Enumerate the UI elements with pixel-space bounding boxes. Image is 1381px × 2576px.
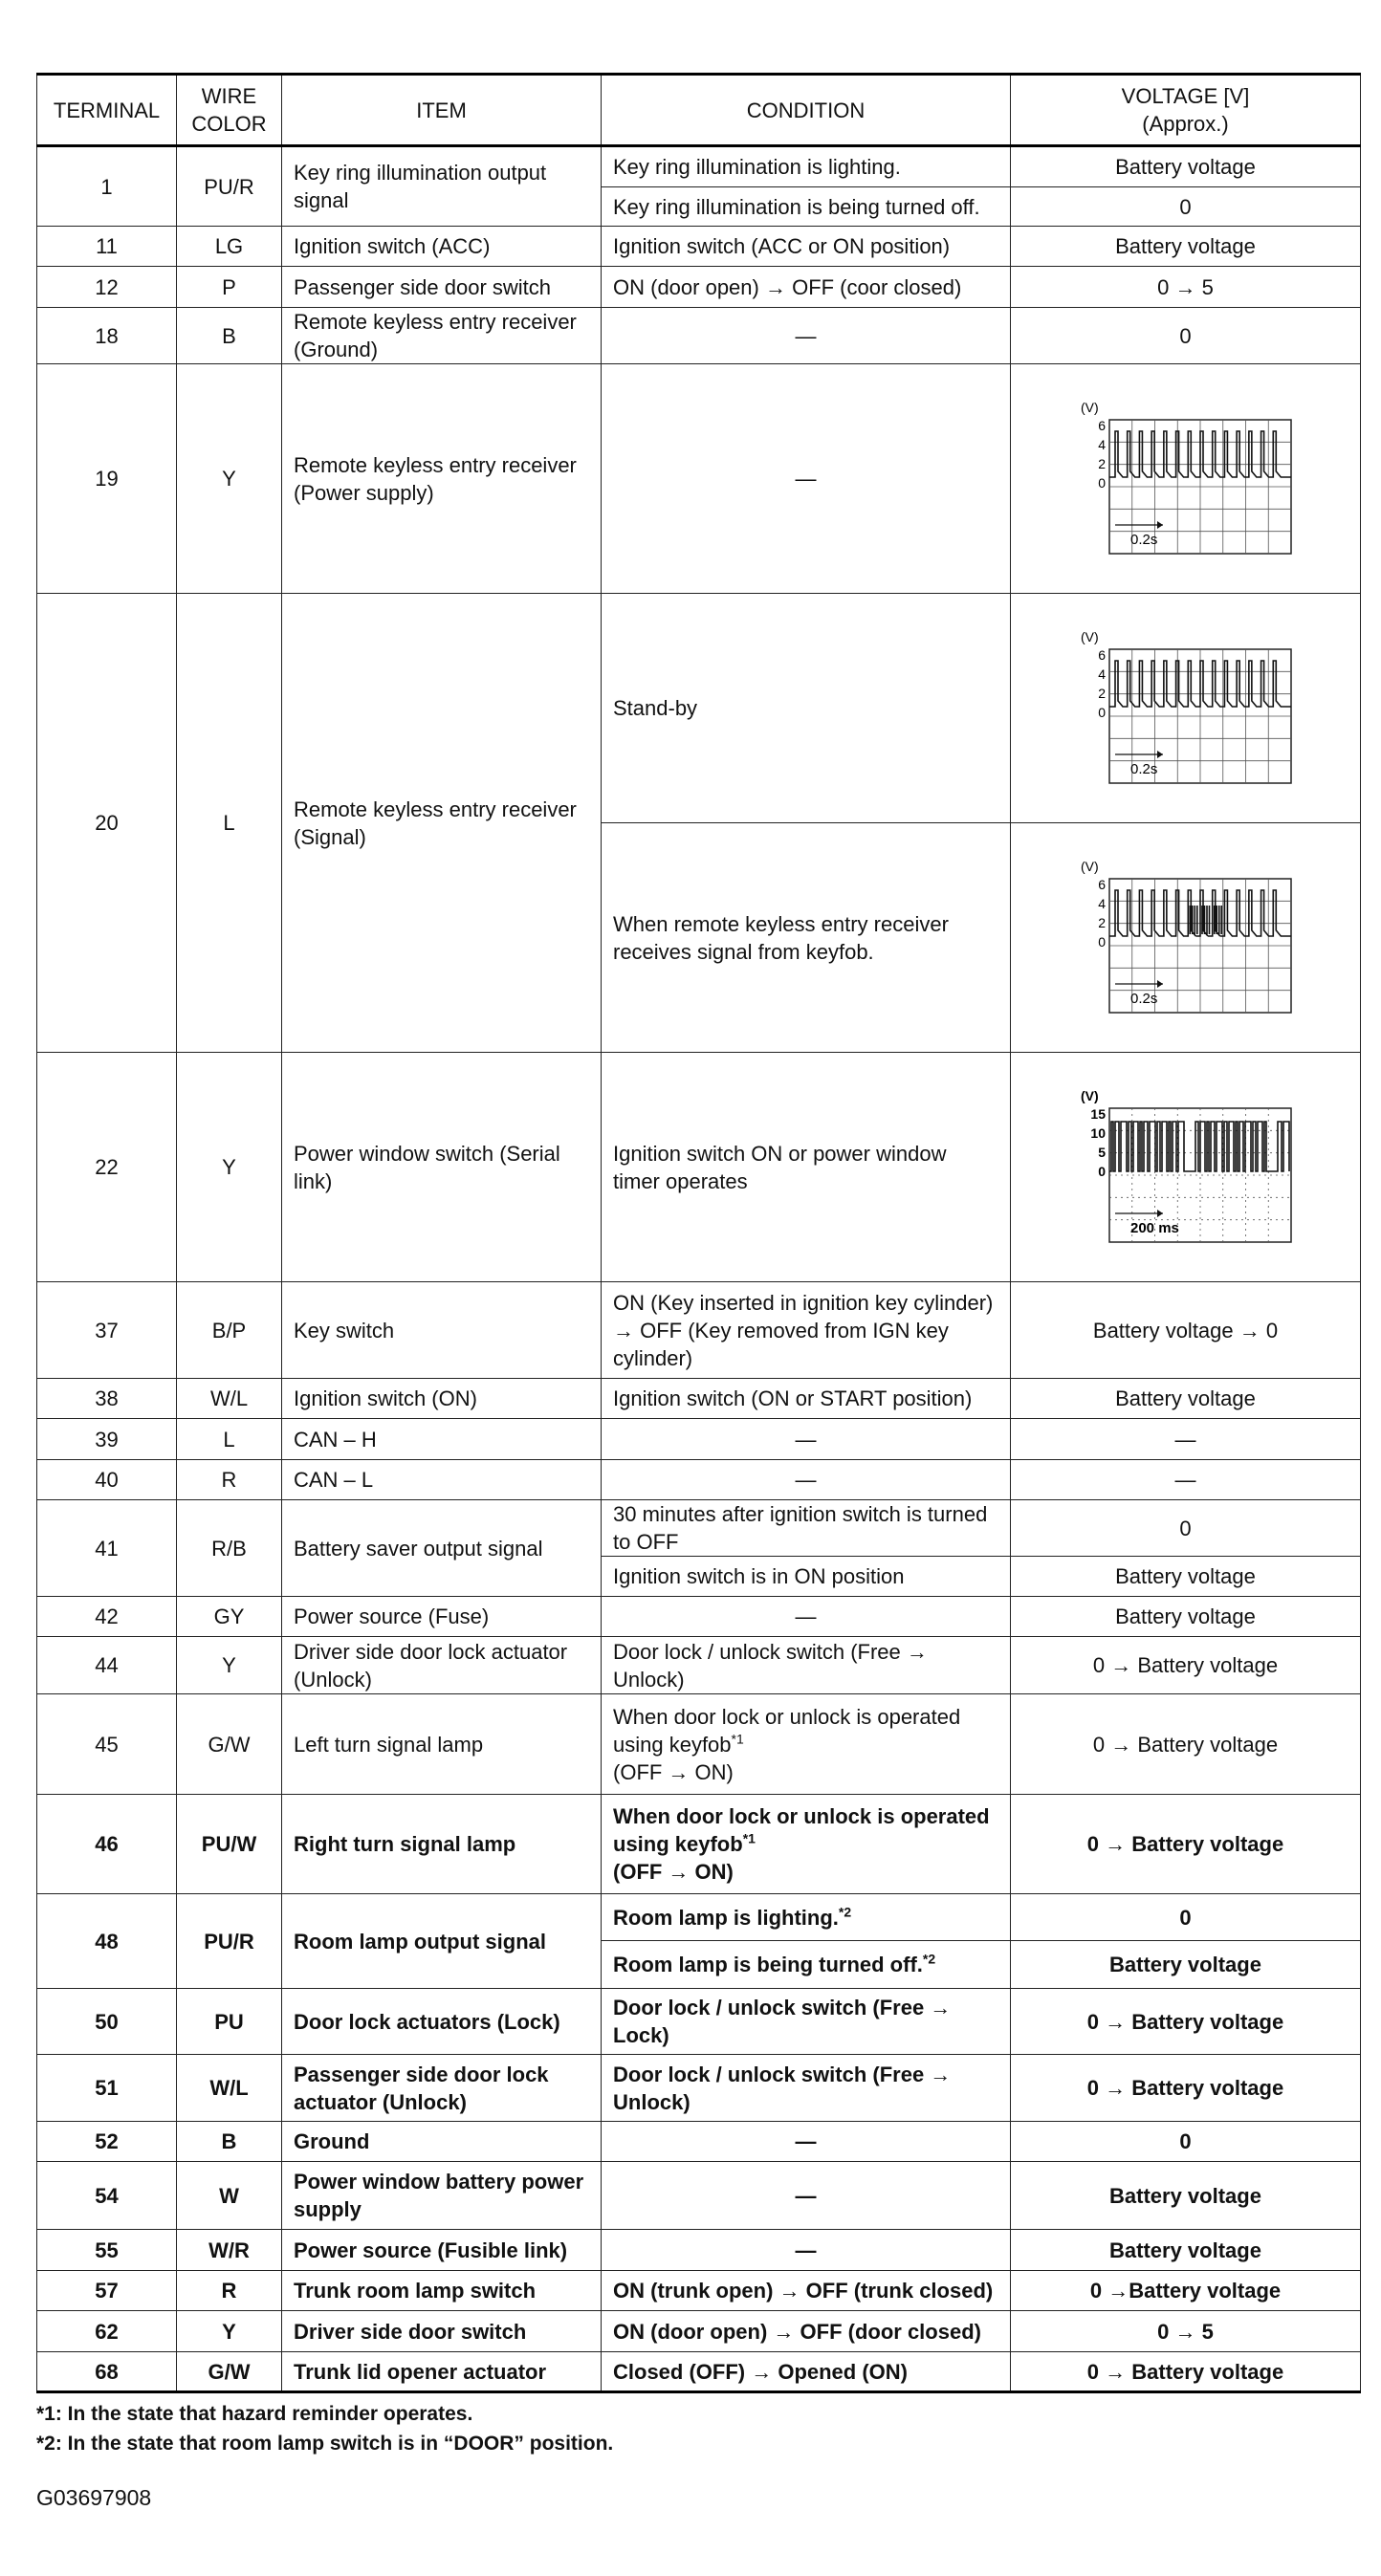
footnote-marker: *2 [922, 1951, 936, 1967]
condition-cell [602, 1379, 1011, 1419]
waveform-trace [1109, 431, 1291, 477]
waveform-y-tick: 5 [1097, 1144, 1106, 1160]
condition-cell [602, 187, 1011, 227]
condition-cell [602, 1557, 1011, 1597]
condition-text: — [795, 1468, 817, 1492]
table-row [37, 1500, 1361, 1557]
condition-cell [602, 1637, 1011, 1694]
wire-color-cell: Y [177, 1637, 282, 1694]
wire-color-cell: Y [177, 364, 282, 594]
waveform-y-tick: 4 [1097, 436, 1106, 452]
terminal-cell: 19 [37, 364, 177, 594]
table-row [37, 227, 1361, 267]
waveform-y-tick: 4 [1097, 895, 1106, 911]
table-row [37, 146, 1361, 187]
time-scale-arrowhead [1157, 980, 1163, 988]
item-cell: Trunk lid opener actuator [282, 2352, 602, 2392]
condition-text: — [795, 2238, 817, 2262]
terminal-cell: 52 [37, 2122, 177, 2162]
item-cell: Remote keyless entry receiver (Ground) [282, 308, 602, 364]
condition-text: When remote keyless entry receiver receives signal from keyfob. [613, 911, 949, 964]
terminal-cell: 46 [37, 1795, 177, 1894]
waveform-y-tick: 2 [1097, 914, 1106, 930]
item-cell: Power window battery power supply [282, 2162, 602, 2230]
condition-text: Door lock / unlock switch (Free → Unlock) [613, 1639, 928, 1692]
table-row [37, 2230, 1361, 2271]
header-voltage [1011, 75, 1361, 146]
item-cell: Door lock actuators (Lock) [282, 1989, 602, 2055]
condition-cell [602, 1989, 1011, 2055]
waveform-unit: (V) [1080, 858, 1099, 874]
wire-color-cell: R/B [177, 1500, 282, 1597]
condition-text: — [795, 323, 817, 348]
item-cell: Power source (Fusible link) [282, 2230, 602, 2271]
table-row [37, 267, 1361, 308]
condition-cell [602, 1282, 1011, 1379]
condition-cell [602, 2271, 1011, 2311]
terminal-cell: 22 [37, 1053, 177, 1282]
waveform-y-tick: 0 [1097, 474, 1106, 491]
condition-cell [602, 1894, 1011, 1941]
terminal-cell: 20 [37, 594, 177, 1053]
waveform-y-tick: 2 [1097, 455, 1106, 471]
condition-text: Ignition switch ON or power window timer operates [613, 1141, 947, 1193]
item-cell: Trunk room lamp switch [282, 2271, 602, 2311]
footnotes [36, 2399, 1360, 2458]
condition-cell [602, 2122, 1011, 2162]
footnote-marker: *2 [838, 1904, 852, 1920]
condition-text: Room lamp is lighting. [613, 1905, 839, 1930]
terminal-cell: 38 [37, 1379, 177, 1419]
voltage-cell: — [1011, 1460, 1361, 1500]
condition-text: ON (Key inserted in ignition key cylinder) → OFF (Key removed from IGN key cylinder) [613, 1290, 994, 1370]
footnote-1: *1: In the state that hazard reminder operates. [36, 2403, 473, 2425]
condition-cell [602, 364, 1011, 594]
table-row [37, 1694, 1361, 1795]
waveform-y-tick: 4 [1097, 666, 1106, 682]
header-terminal: TERMINAL [37, 75, 177, 146]
waveform-y-tick: 6 [1097, 646, 1106, 663]
waveform-y-tick: 2 [1097, 685, 1106, 701]
terminal-cell: 40 [37, 1460, 177, 1500]
waveform-unit: (V) [1080, 1087, 1099, 1103]
waveform-y-tick: 0 [1097, 704, 1106, 720]
condition-text: 30 minutes after ignition switch is turned to OFF [613, 1502, 988, 1554]
terminal-cell: 50 [37, 1989, 177, 2055]
voltage-cell: 0 → Battery voltage [1011, 1795, 1361, 1894]
wire-color-cell: Y [177, 2311, 282, 2352]
waveform-unit: (V) [1080, 628, 1099, 644]
terminal-cell: 48 [37, 1894, 177, 1989]
terminal-cell: 57 [37, 2271, 177, 2311]
voltage-cell [1011, 594, 1361, 823]
terminal-cell: 1 [37, 146, 177, 227]
condition-cell [602, 227, 1011, 267]
time-scale-arrowhead [1157, 751, 1163, 758]
wire-color-cell: PU/W [177, 1795, 282, 1894]
wire-color-cell: R [177, 1460, 282, 1500]
terminal-cell: 18 [37, 308, 177, 364]
condition-cell [602, 594, 1011, 823]
wire-color-cell: LG [177, 227, 282, 267]
terminal-cell: 62 [37, 2311, 177, 2352]
condition-cell [602, 1694, 1011, 1795]
terminal-cell: 41 [37, 1500, 177, 1597]
table-row [37, 1379, 1361, 1419]
voltage-cell [1011, 1053, 1361, 1282]
item-cell: Battery saver output signal [282, 1500, 602, 1597]
terminal-cell: 11 [37, 227, 177, 267]
wire-color-cell: L [177, 594, 282, 1053]
waveform-y-tick: 6 [1097, 417, 1106, 433]
voltage-cell: 0 [1011, 187, 1361, 227]
voltage-cell: Battery voltage [1011, 1379, 1361, 1419]
waveform-y-tick: 0 [1097, 1163, 1106, 1179]
condition-text: Ignition switch (ON or START position) [613, 1386, 973, 1410]
condition-text: Ignition switch (ACC or ON position) [613, 234, 951, 258]
item-cell: Ignition switch (ON) [282, 1379, 602, 1419]
waveform-trace [1109, 661, 1291, 707]
voltage-cell: 0 → 5 [1011, 267, 1361, 308]
wire-color-cell: Y [177, 1053, 282, 1282]
waveform-time-label: 0.2s [1129, 531, 1157, 548]
wire-color-cell: R [177, 2271, 282, 2311]
item-cell: Right turn signal lamp [282, 1795, 602, 1894]
voltage-cell: 0 → Battery voltage [1011, 2055, 1361, 2122]
condition-text: — [795, 2183, 817, 2208]
condition-text: Key ring illumination is lighting. [613, 155, 901, 179]
waveform-y-tick: 6 [1097, 876, 1106, 892]
condition-text: Closed (OFF) → Opened (ON) [613, 2359, 908, 2384]
condition-cell [602, 2162, 1011, 2230]
waveform-graph [1077, 1085, 1295, 1250]
table-row [37, 1989, 1361, 2055]
condition-text: — [795, 467, 817, 491]
condition-text: Stand-by [613, 696, 698, 720]
voltage-cell: Battery voltage [1011, 1557, 1361, 1597]
condition-cell [602, 1597, 1011, 1637]
waveform-time-label: 0.2s [1129, 760, 1157, 777]
condition-text: When door lock or unlock is operated using keyfob [613, 1804, 990, 1856]
voltage-cell: 0 [1011, 1894, 1361, 1941]
condition-cell [602, 2352, 1011, 2392]
voltage-cell: 0 → Battery voltage [1011, 1637, 1361, 1694]
terminal-cell: 12 [37, 267, 177, 308]
wire-color-cell: P [177, 267, 282, 308]
voltage-cell: 0 [1011, 1500, 1361, 1557]
waveform-graph [1077, 626, 1295, 791]
table-row [37, 1894, 1361, 1941]
waveform-time-label: 200 ms [1129, 1219, 1179, 1236]
condition-text: When door lock or unlock is operated using keyfob [613, 1704, 961, 1757]
table-row [37, 2271, 1361, 2311]
condition-cell [602, 1941, 1011, 1989]
voltage-cell: 0 → Battery voltage [1011, 2352, 1361, 2392]
item-cell: Power window switch (Serial link) [282, 1053, 602, 1282]
condition-text: ON (trunk open) → OFF (trunk closed) [613, 2279, 994, 2303]
voltage-cell: Battery voltage → 0 [1011, 1282, 1361, 1379]
condition-text: ON (door open) → OFF (door closed) [613, 2319, 981, 2344]
time-scale-arrowhead [1157, 1210, 1163, 1217]
condition-text: Door lock / unlock switch (Free → Unlock) [613, 2062, 952, 2114]
table-row [37, 2311, 1361, 2352]
time-scale-arrowhead [1157, 521, 1163, 529]
waveform-unit: (V) [1080, 399, 1099, 415]
condition-cell [602, 1419, 1011, 1460]
voltage-cell [1011, 364, 1361, 594]
header-item: ITEM [282, 75, 602, 146]
table-row [37, 1637, 1361, 1694]
terminal-cell: 45 [37, 1694, 177, 1795]
condition-cell [602, 1795, 1011, 1894]
item-cell: Power source (Fuse) [282, 1597, 602, 1637]
terminal-cell: 44 [37, 1637, 177, 1694]
voltage-cell: Battery voltage [1011, 1941, 1361, 1989]
voltage-cell: 0 → Battery voltage [1011, 1989, 1361, 2055]
wire-color-cell: W [177, 2162, 282, 2230]
voltage-cell: 0 → Battery voltage [1011, 1694, 1361, 1795]
voltage-cell: Battery voltage [1011, 146, 1361, 187]
wire-color-cell: G/W [177, 2352, 282, 2392]
wire-color-cell: G/W [177, 1694, 282, 1795]
document [36, 73, 1360, 2511]
terminal-spec-table [36, 73, 1361, 2393]
item-cell: Passenger side door lock actuator (Unlock) [282, 2055, 602, 2122]
condition-text: — [795, 1605, 817, 1628]
waveform-time-label: 0.2s [1129, 990, 1157, 1007]
table-body [37, 146, 1361, 2392]
voltage-cell: Battery voltage [1011, 2230, 1361, 2271]
waveform-trace [1109, 1122, 1289, 1171]
voltage-cell: Battery voltage [1011, 227, 1361, 267]
condition-text: Door lock / unlock switch (Free → Lock) [613, 1996, 952, 2047]
condition-cell [602, 2230, 1011, 2271]
waveform-trace [1109, 890, 1291, 936]
table-row [37, 1053, 1361, 1282]
condition-text: Key ring illumination is being turned off. [613, 194, 980, 219]
voltage-cell: — [1011, 1419, 1361, 1460]
waveform-graph [1077, 397, 1295, 561]
table-row [37, 1460, 1361, 1500]
table-row [37, 594, 1361, 823]
voltage-cell: Battery voltage [1011, 1597, 1361, 1637]
terminal-cell: 37 [37, 1282, 177, 1379]
condition-cell [602, 1500, 1011, 1557]
waveform-y-tick: 15 [1089, 1105, 1106, 1122]
table-row [37, 1419, 1361, 1460]
voltage-cell [1011, 823, 1361, 1053]
wire-color-cell: W/L [177, 2055, 282, 2122]
condition-cell [602, 146, 1011, 187]
item-cell: Driver side door switch [282, 2311, 602, 2352]
item-cell: Driver side door lock actuator (Unlock) [282, 1637, 602, 1694]
terminal-cell: 42 [37, 1597, 177, 1637]
table-row [37, 364, 1361, 594]
waveform-y-tick: 0 [1097, 933, 1106, 950]
table-row [37, 1795, 1361, 1894]
item-cell: Left turn signal lamp [282, 1694, 602, 1795]
condition-tail: (OFF → ON) [613, 1860, 734, 1884]
wire-color-cell: L [177, 1419, 282, 1460]
voltage-cell: 0 →Battery voltage [1011, 2271, 1361, 2311]
wire-color-cell: W/R [177, 2230, 282, 2271]
condition-cell [602, 2311, 1011, 2352]
table-row [37, 2055, 1361, 2122]
item-cell: Passenger side door switch [282, 267, 602, 308]
voltage-cell: Battery voltage [1011, 2162, 1361, 2230]
table-row [37, 308, 1361, 364]
header-voltage-subtitle: (Approx.) [1142, 112, 1229, 136]
footnote-marker: *1 [742, 1830, 756, 1846]
waveform-graph [1077, 856, 1295, 1020]
condition-text: — [795, 2129, 817, 2153]
condition-text: Ignition switch is in ON position [613, 1564, 905, 1588]
condition-cell [602, 308, 1011, 364]
wire-color-cell: GY [177, 1597, 282, 1637]
item-cell: Room lamp output signal [282, 1894, 602, 1989]
voltage-cell: 0 → 5 [1011, 2311, 1361, 2352]
condition-cell [602, 823, 1011, 1053]
voltage-cell: 0 [1011, 2122, 1361, 2162]
item-cell: Ground [282, 2122, 602, 2162]
terminal-cell: 51 [37, 2055, 177, 2122]
terminal-cell: 68 [37, 2352, 177, 2392]
wire-color-cell: W/L [177, 1379, 282, 1419]
figure-code: G03697908 [36, 2485, 152, 2510]
item-cell: Key switch [282, 1282, 602, 1379]
condition-text: — [795, 1427, 817, 1452]
waveform-y-tick: 10 [1089, 1124, 1106, 1141]
condition-text: ON (door open) → OFF (coor closed) [613, 274, 962, 299]
table-row [37, 2352, 1361, 2392]
item-cell: Key ring illumination output signal [282, 146, 602, 227]
wire-color-cell: B [177, 2122, 282, 2162]
terminal-cell: 39 [37, 1419, 177, 1460]
wire-color-cell: PU [177, 1989, 282, 2055]
condition-text: Room lamp is being turned off. [613, 1953, 923, 1976]
terminal-cell: 54 [37, 2162, 177, 2230]
header-voltage-title: VOLTAGE [V] [1121, 84, 1250, 108]
condition-cell [602, 2055, 1011, 2122]
table-row [37, 1282, 1361, 1379]
condition-cell [602, 267, 1011, 308]
footnote-marker: *1 [731, 1731, 744, 1747]
wire-color-cell: PU/R [177, 1894, 282, 1989]
item-cell: CAN – L [282, 1460, 602, 1500]
table-row [37, 2162, 1361, 2230]
header-wire-color: WIRE COLOR [177, 75, 282, 146]
item-cell: Remote keyless entry receiver (Power supply) [282, 364, 602, 594]
item-cell: Remote keyless entry receiver (Signal) [282, 594, 602, 1053]
wire-color-cell: B [177, 308, 282, 364]
table-row [37, 1597, 1361, 1637]
condition-cell [602, 1053, 1011, 1282]
table-row [37, 2122, 1361, 2162]
item-cell: CAN – H [282, 1419, 602, 1460]
wire-color-cell: B/P [177, 1282, 282, 1379]
header-condition: CONDITION [602, 75, 1011, 146]
terminal-cell: 55 [37, 2230, 177, 2271]
voltage-cell: 0 [1011, 308, 1361, 364]
wire-color-cell: PU/R [177, 146, 282, 227]
header-row [37, 75, 1361, 146]
condition-tail: (OFF → ON) [613, 1759, 734, 1784]
footnote-2: *2: In the state that room lamp switch is in “DOOR” position. [36, 2433, 614, 2455]
item-cell: Ignition switch (ACC) [282, 227, 602, 267]
condition-cell [602, 1460, 1011, 1500]
